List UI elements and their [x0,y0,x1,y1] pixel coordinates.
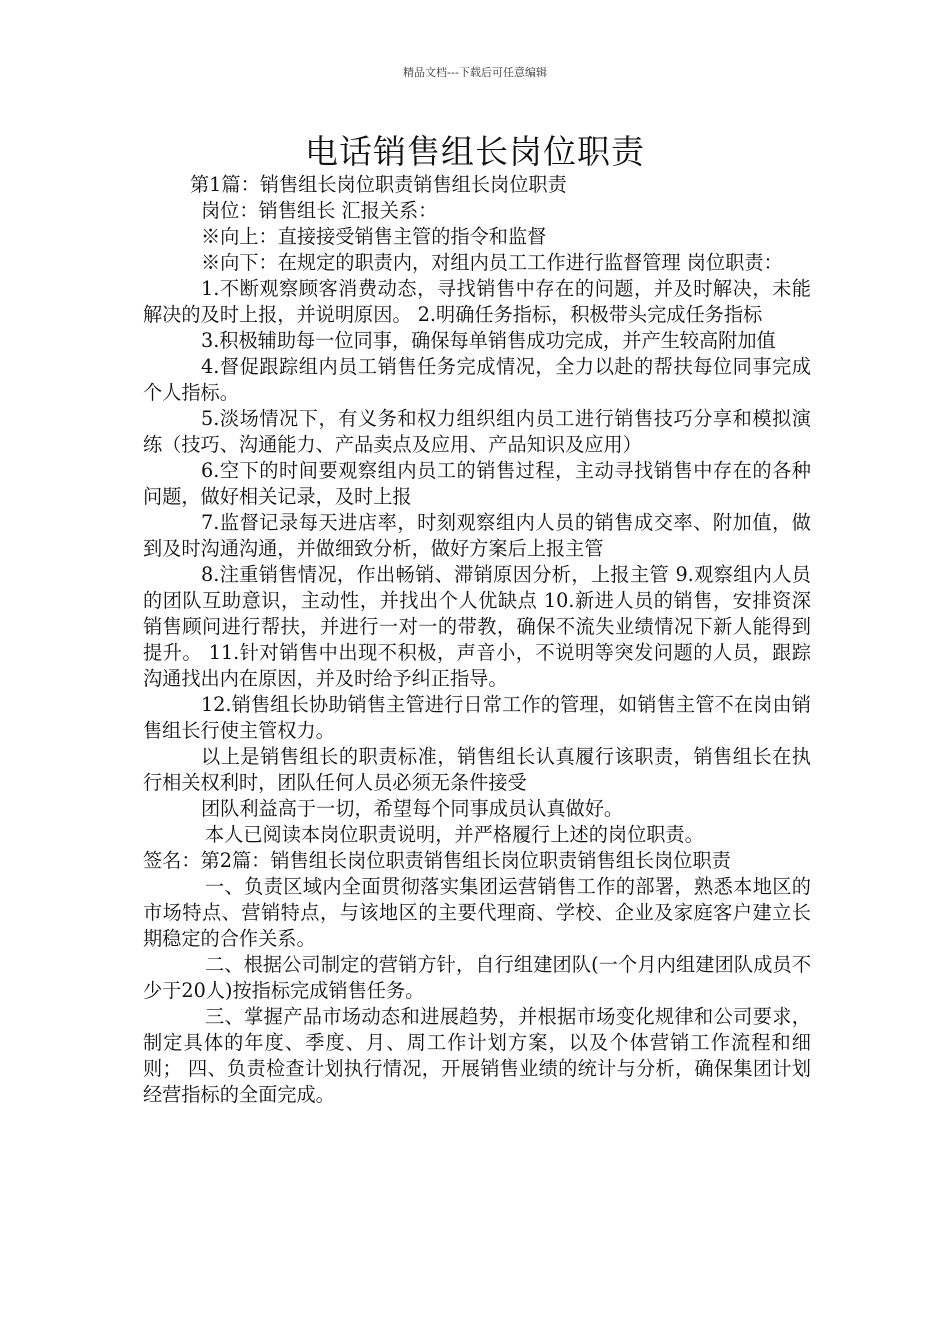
paragraph-acknowledgement: 本人已阅读本岗位职责说明，并严格履行上述的岗位职责。 [205,823,704,846]
paragraph-signature-part2: 签名：第2篇：销售组长岗位职责销售组长岗位职责销售组长岗位职责 [143,849,731,872]
paragraph-duty-5: 5.淡场情况下，有义务和权力组织组内员工进行销售技巧分享和模拟演练（技巧、沟通能力、产品卖点及应用、产品知识及应用） [143,407,811,456]
paragraph-report-down: ※向下：在规定的职责内，对组内员工工作进行监督管理 岗位职责： [201,251,783,274]
document-title: 电话销售组长岗位职责 [305,132,645,171]
document-body [143,172,811,1108]
paragraph-duty-12: 12.销售组长协助销售主管进行日常工作的管理，如销售主管不在岗由销售组长行使主管权力。 [143,693,811,742]
paragraph-duty-6: 6.空下的时间要观察组内员工的销售过程，主动寻找销售中存在的各种问题，做好相关记录，及时上报 [143,459,811,508]
paragraph-duty-3: 3.积极辅助每一位同事，确保每单销售成功完成，并产生较高附加值 [201,329,776,352]
paragraph-team-interest: 团队利益高于一切，希望每个同事成员认真做好。 [201,797,624,820]
paragraph-duty-7: 7.监督记录每天进店率，时刻观察组内人员的销售成交率、附加值，做到及时沟通沟通，并做细致分析，做好方案后上报主管 [143,511,811,560]
paragraph-item-three-four: 三、掌握产品市场动态和进展趋势，并根据市场变化规律和公司要求，制定具体的年度、季度、月、周工作计划方案，以及个体营销工作流程和细则； 四、负责检查计划执行情况，开展销售业绩的统计与分析，确保集团计划经营指标的全面完成。 [143,1005,811,1106]
paragraph-position: 岗位：销售组长 汇报关系： [201,199,438,222]
paragraph-item-one: 一、负责区域内全面贯彻落实集团运营销售工作的部署，熟悉本地区的市场特点、营销特点，与该地区的主要代理商、学校、企业及家庭客户建立长期稳定的合作关系。 [143,875,811,950]
paragraph-summary: 以上是销售组长的职责标准，销售组长认真履行该职责，销售组长在执行相关权利时，团队任何人员必须无条件接受 [143,745,811,794]
page-header: 精品文档---下载后可任意编辑 [403,66,547,79]
paragraph-duty-1: 1.不断观察顾客消费动态，寻找销售中存在的问题，并及时解决，未能解决的及时上报，并说明原因。 2.明确任务指标，积极带头完成任务指标 [143,277,811,326]
paragraph-duty-8: 8.注重销售情况，作出畅销、滞销原因分析，上报主管 9.观察组内人员的团队互助意识，主动性，并找出个人优缺点 10.新进人员的销售，安排资深销售顾问进行帮扶，并进行一对一的带教，确保不流失业绩情况下新人能得到提升。 11.针对销售中出现不积极，声音小，不说明等突发问题的人员，跟踪沟通找出内在原因，并及时给予纠正指导。 [143,563,811,690]
paragraph-part1-heading: 第1篇：销售组长岗位职责销售组长岗位职责 [190,173,567,196]
paragraph-duty-4: 4.督促跟踪组内员工销售任务完成情况，全力以赴的帮扶每位同事完成个人指标。 [143,355,811,404]
paragraph-report-up: ※向上：直接接受销售主管的指令和监督 [201,225,547,248]
paragraph-item-two: 二、根据公司制定的营销方针，自行组建团队(一个月内组建团队成员不少于20人)按指标完成销售任务。 [143,953,811,1002]
